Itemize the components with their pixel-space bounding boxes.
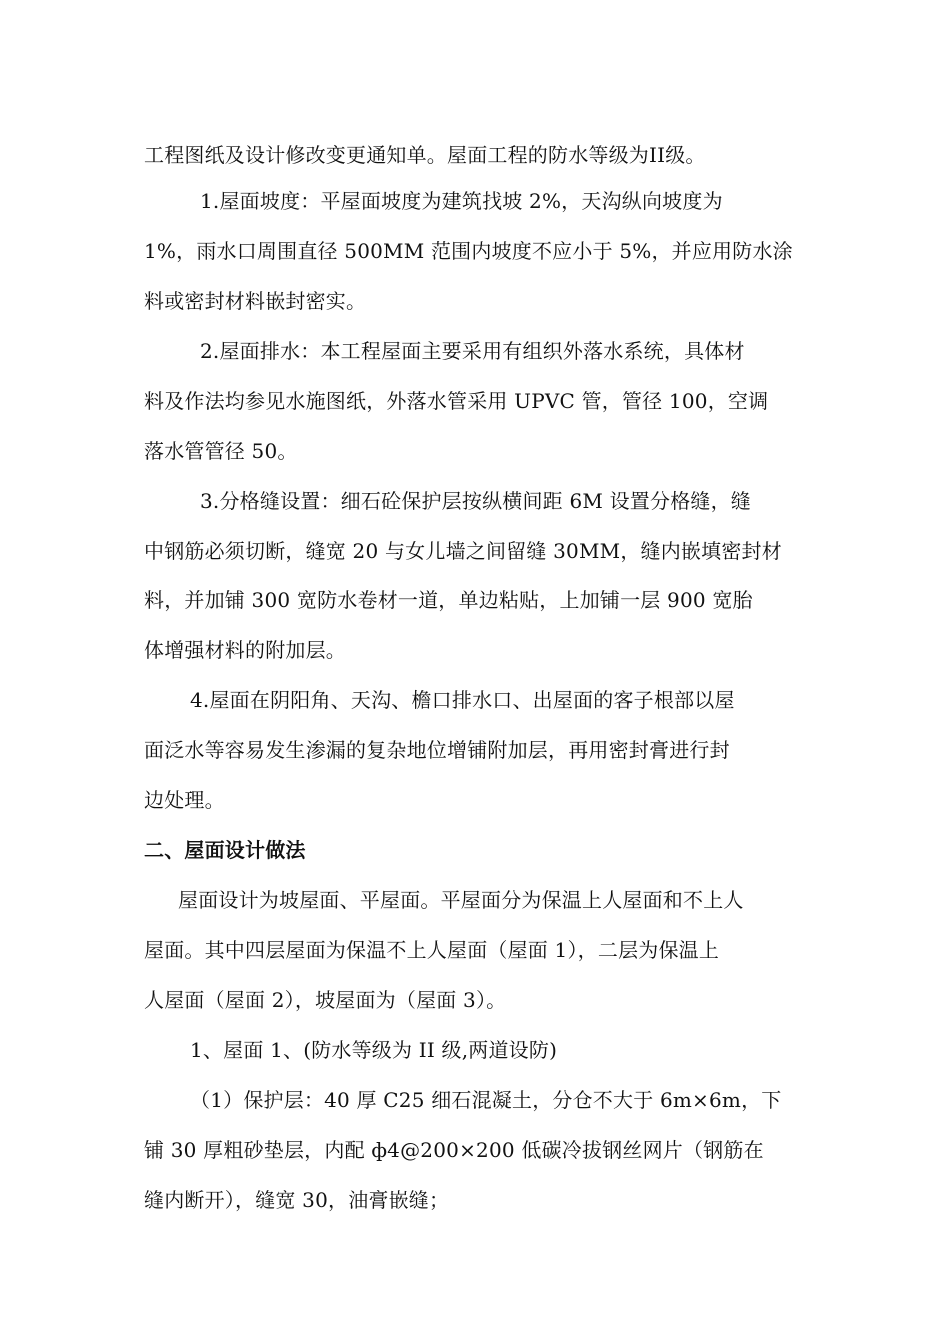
body-line: 料或密封材料嵌封密实。 — [144, 289, 367, 313]
body-line: 边处理。 — [144, 788, 225, 812]
body-line: 中钢筋必须切断，缝宽 20 与女儿墙之间留缝 30MM，缝内嵌填密封材 — [144, 539, 782, 563]
body-line: 3.分格缝设置：细石砼保护层按纵横间距 6M 设置分格缝，缝 — [200, 489, 751, 513]
body-line: 料及作法均参见水施图纸，外落水管采用 UPVC 管，管径 100，空调 — [144, 389, 769, 413]
body-line: 工程图纸及设计修改变更通知单。屋面工程的防水等级为II级。 — [144, 143, 706, 167]
body-line: （1）保护层：40 厚 C25 细石混凝土，分仓不大于 6m×6m，下 — [190, 1088, 782, 1112]
body-line: 体增强材料的附加层。 — [144, 638, 346, 662]
body-line: 4.屋面在阴阳角、天沟、檐口排水口、出屋面的客子根部以屋 — [190, 688, 735, 712]
body-line: 2.屋面排水：本工程屋面主要采用有组织外落水系统，具体材 — [200, 339, 745, 363]
body-line: 人屋面（屋面 2），坡屋面为（屋面 3）。 — [144, 988, 507, 1012]
section-heading: 二、屋面设计做法 — [144, 838, 306, 862]
body-line: 1%，雨水口周围直径 500MM 范围内坡度不应小于 5%，并应用防水涂 — [144, 239, 793, 263]
body-line: 屋面。其中四层屋面为保温不上人屋面（屋面 1），二层为保温上 — [144, 938, 720, 962]
body-line: 落水管管径 50。 — [144, 439, 298, 463]
body-line: 缝内断开），缝宽 30，油膏嵌缝； — [144, 1188, 450, 1212]
body-line: 1.屋面坡度：平屋面坡度为建筑找坡 2%，天沟纵向坡度为 — [200, 189, 723, 213]
body-line: 屋面设计为坡屋面、平屋面。平屋面分为保温上人屋面和不上人 — [178, 888, 744, 912]
body-line: 料，并加铺 300 宽防水卷材一道，单边粘贴，上加铺一层 900 宽胎 — [144, 588, 753, 612]
body-line: 1、屋面 1、(防水等级为 II 级,两道设防) — [190, 1038, 558, 1062]
body-line: 铺 30 厚粗砂垫层，内配 ф4@200×200 低碳冷拔钢丝网片（钢筋在 — [144, 1138, 764, 1162]
body-line: 面泛水等容易发生渗漏的复杂地位增铺附加层，再用密封膏进行封 — [144, 738, 730, 762]
